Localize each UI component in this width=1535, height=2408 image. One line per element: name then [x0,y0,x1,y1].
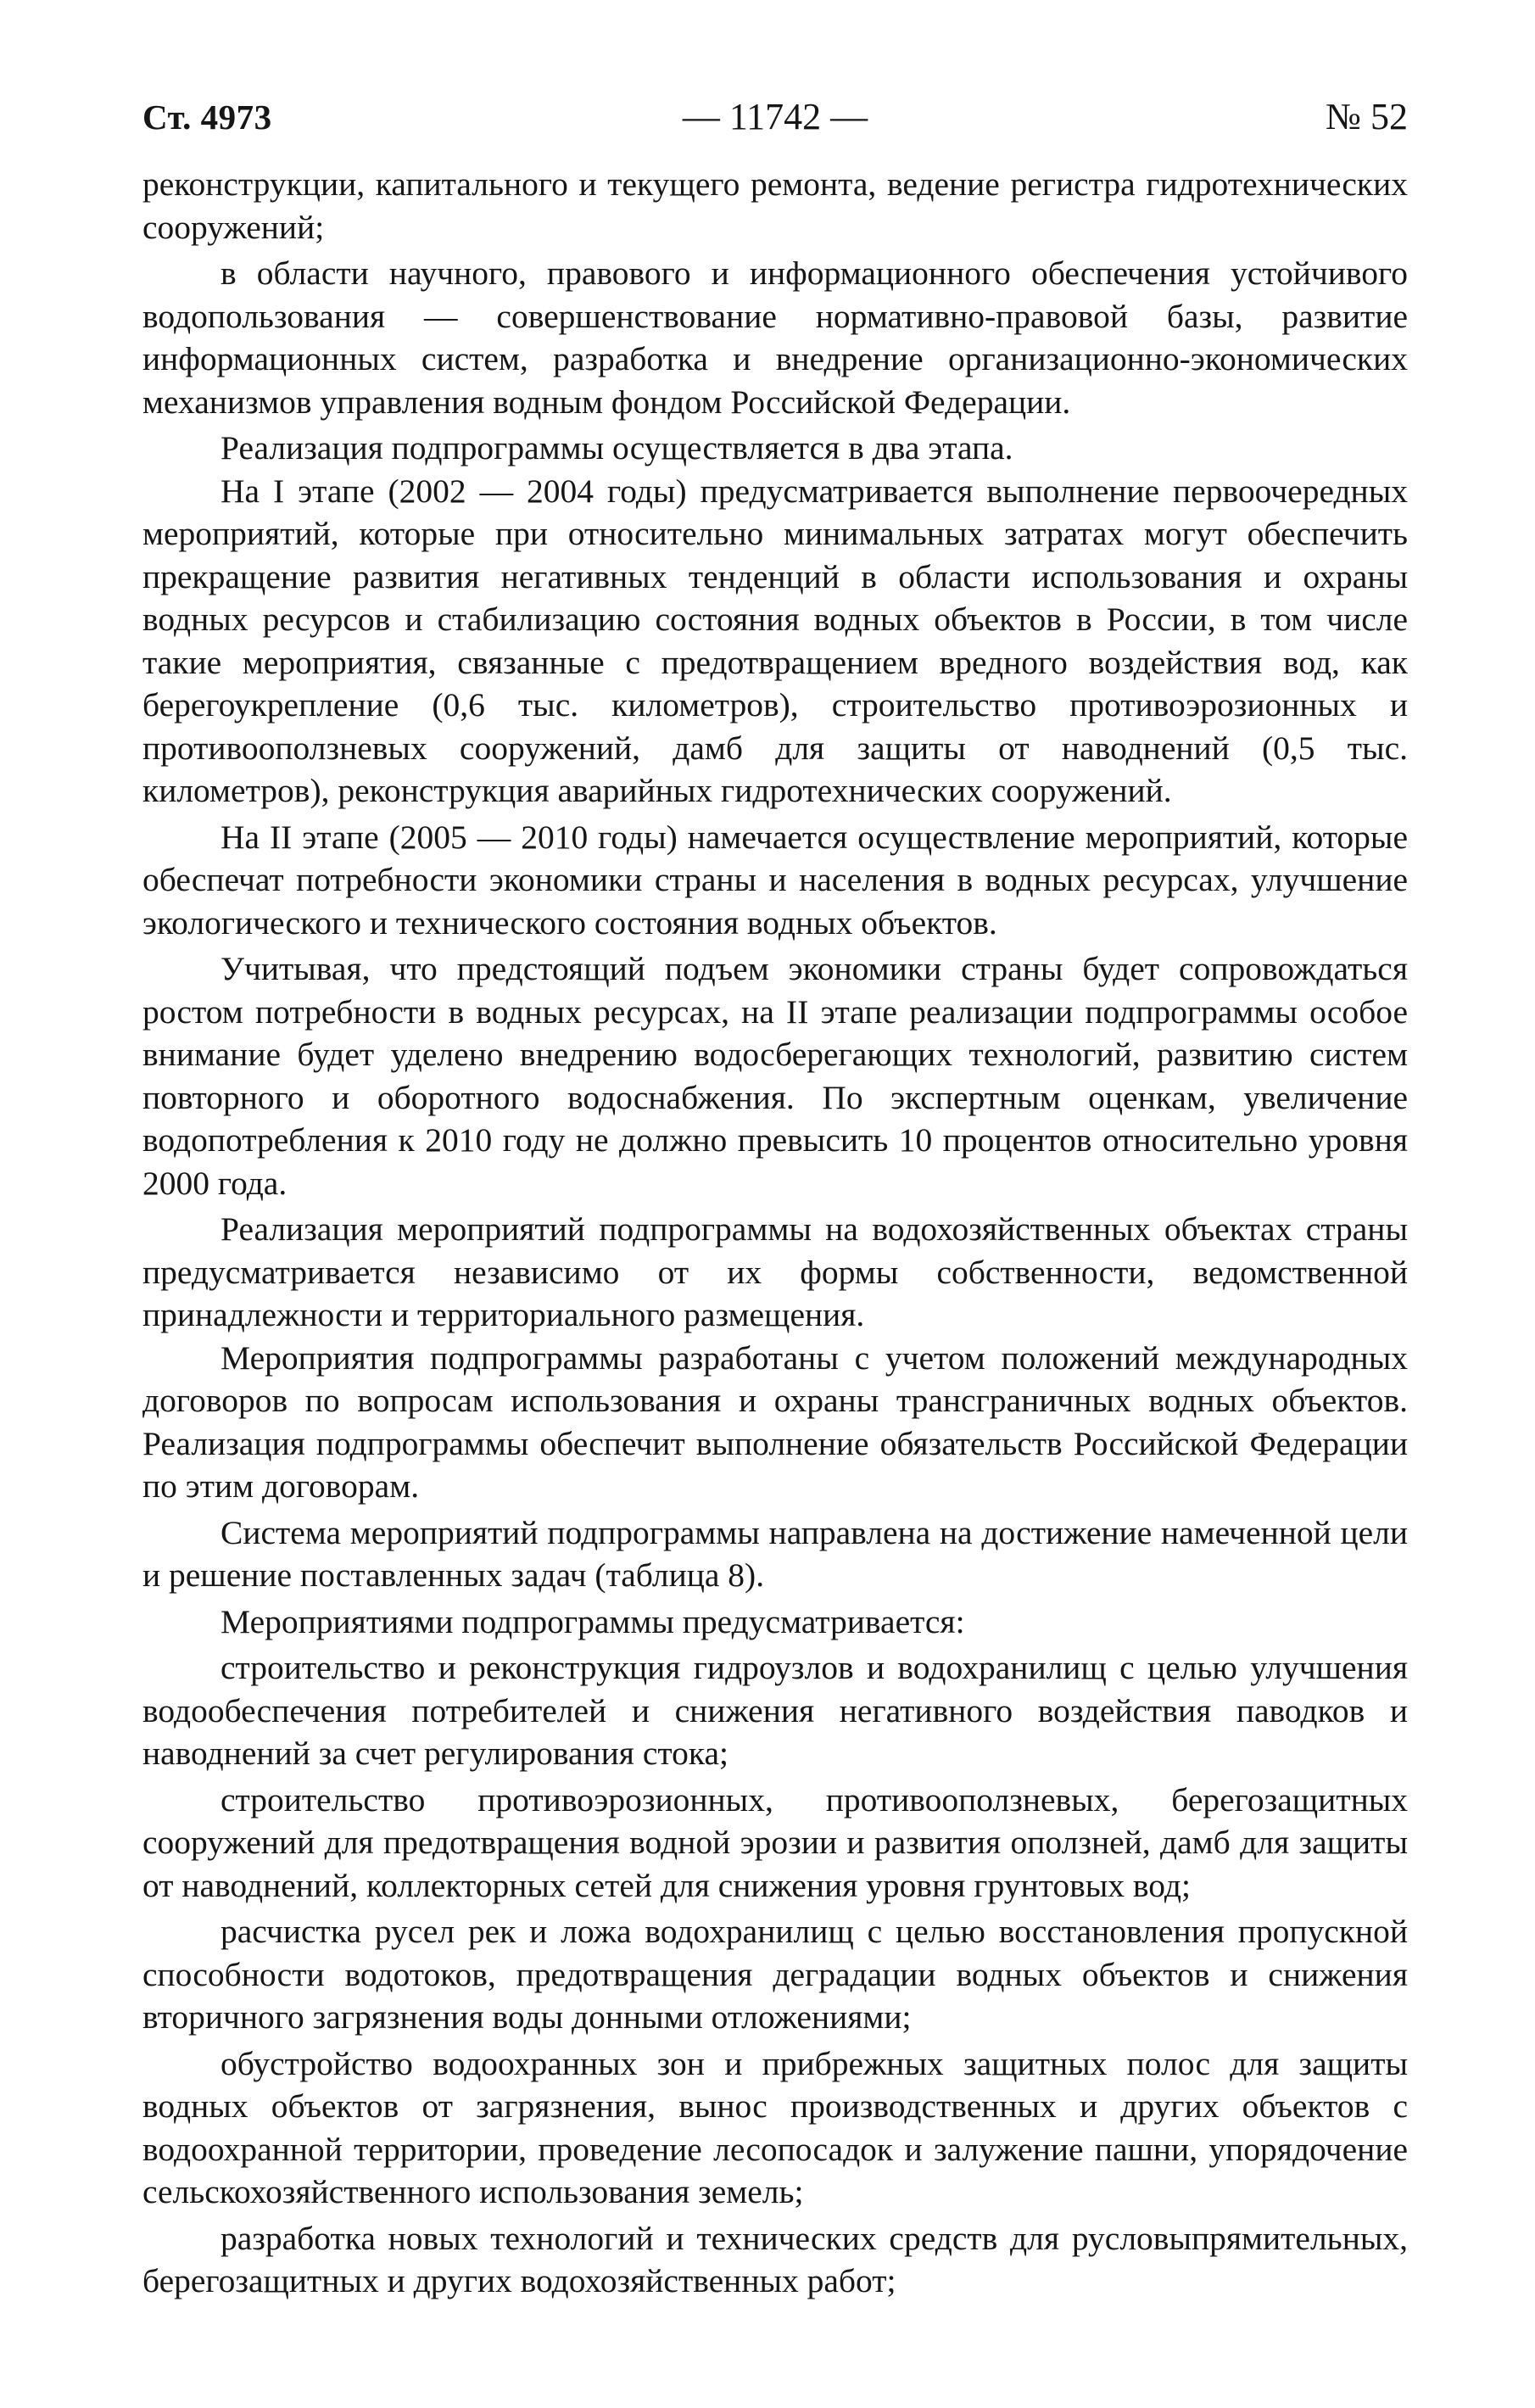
paragraph: в области научного, правового и информационного обеспечения устойчивого водопользования — совершенствование нормативно-правовой базы, развитие информационных систем, разработка и внедрение организационно-экономических механизмов управления водным фондом Российской Федерации. [142,254,1408,421]
paragraph: На II этапе (2005 — 2010 годы) намечается осуществление мероприятий, которые обеспечат потребности экономики страны и населения в водных ресурсах, улучшение экологического и технического состояния водных объектов. [142,818,1408,941]
paragraph: Реализация мероприятий подпрограммы на водохозяйственных объектах страны предусматривается независимо от их формы собственности, ведомственной принадлежности и территориального размещения. [142,1210,1408,1333]
list-item: расчистка русел рек и ложа водохранилищ с целью восстановления пропускной способности водотоков, предотвращения деградации водных объектов и снижения вторичного загрязнения воды донными отложениями; [142,1913,1408,2036]
paragraph: Учитывая, что предстоящий подъем экономики страны будет сопровождаться ростом потребности в водных ресурсах, на II этапе реализации подпрограммы особое внимание будет уделено внедрению водосберегающих технологий, развитию систем повторного и оборотного водоснабжения. По экспертным оценкам, увеличение водопотребления к 2010 году не должно превысить 10 процентов относительно уровня 2000 года. [142,950,1408,1202]
paragraph: На I этапе (2002 — 2004 годы) предусматривается выполнение первоочередных мероприятий, которые при относительно минимальных затратах могут обеспечить прекращение развития негативных тенденций в области использования и охраны водных ресурсов и стабилизацию состояния водных объектов в России, в том числе такие мероприятия, связанные с предотвращением вредного воздействия вод, как берегоукрепление (0,6 тыс. километров), строительство противоэрозионных и противооползневых сооружений, дамб для защиты от наводнений (0,5 тыс. километров), реконструкция аварийных гидротехнических сооружений. [142,472,1408,809]
page-header [142,92,1408,163]
paragraph: Реализация подпрограммы осуществляется в два этапа. [220,429,1013,467]
page-number: — 11742 — [682,96,868,137]
paragraph: Система мероприятий подпрограммы направлена на достижение намеченной цели и решение поставленных задач (таблица 8). [142,1513,1408,1594]
list-item: обустройство водоохранных зон и прибрежных защитных полос для защиты водных объектов от загрязнения, вынос производственных и других объектов с водоохранной территории, проведение лесопосадок и залужение пашни, упорядочение сельскохозяйственного использования земель; [142,2044,1408,2210]
issue-number: № 52 [1326,96,1408,137]
document-page [142,92,1408,2303]
list-item: строительство противоэрозионных, противооползневых, берегозащитных сооружений для предотвращения водной эрозии и развития оползней, дамб для защиты от наводнений, коллекторных сетей для снижения уровня грунтовых вод; [142,1780,1408,1904]
document-body [142,163,1408,2303]
article-number: Ст. 4973 [142,98,272,137]
paragraph: Мероприятия подпрограммы разработаны с учетом положений международных договоров по вопросам использования и охраны трансграничных водных объектов. Реализация подпрограммы обеспечит выполнение обязательств Российской Федерации по этим договорам. [142,1338,1408,1505]
list-item: строительство и реконструкция гидроузлов и водохранилищ с целью улучшения водообеспечения потребителей и снижения негативного воздействия паводков и наводнений за счет регулирования стока; [142,1649,1408,1772]
paragraph-continuation: реконструкции, капитального и текущего ремонта, ведение регистра гидротехнических сооружений; [142,165,1408,246]
list-item: разработка новых технологий и технических средств для русловыпрямительных, берегозащитных и других водохозяйственных работ; [142,2219,1408,2299]
paragraph: Мероприятиями подпрограммы предусматривается: [220,1602,965,1640]
